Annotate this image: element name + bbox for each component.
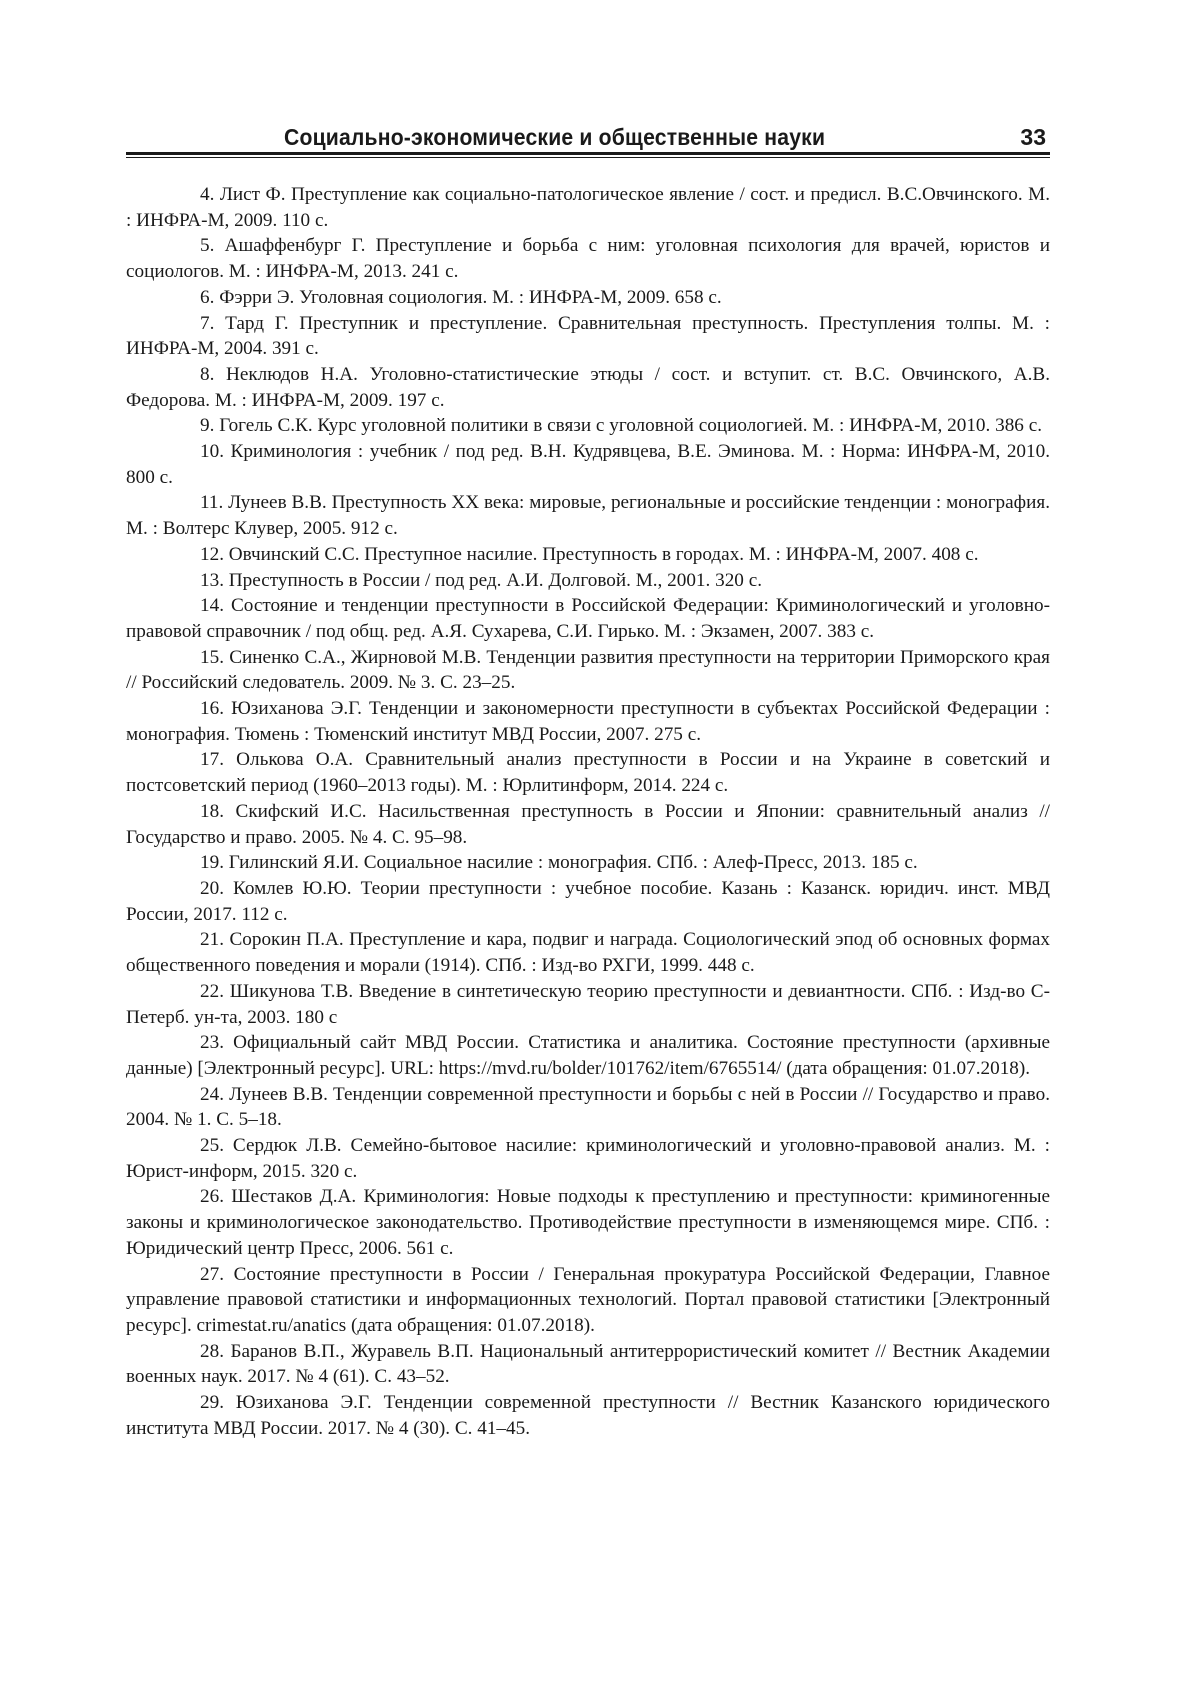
reference-item: 17. Олькова О.А. Сравнительный анализ преступности в России и на Украине в советский и постсоветский период (1960–2013 годы). М. : Юрлитинформ, 2014. 224 с. — [126, 749, 1050, 797]
reference-item: 5. Ашаффенбург Г. Преступление и борьба с ним: уголовная психология для врачей, юристов и социологов. М. : ИНФРА-М, 2013. 241 с. — [126, 235, 1050, 283]
journal-section-title: Социально-экономические и общественные науки — [284, 124, 826, 150]
reference-item: 15. Синенко С.А., Жирновой М.В. Тенденции развития преступности на территории Приморского края // Российский следователь. 2009. № 3. С. 23–25. — [126, 646, 1050, 694]
reference-item: 4. Лист Ф. Преступление как социально-патологическое явление / сост. и предисл. В.С.Овчинского. М. : ИНФРА-М, 2009. 110 с. — [126, 184, 1050, 231]
reference-item: 11. Лунеев В.В. Преступность XX века: мировые, региональные и российские тенденции : монография. М. : Волтерс Клувер, 2005. 912 с. — [126, 492, 1050, 540]
reference-item: 10. Криминология : учебник / под ред. В.Н. Кудрявцева, В.Е. Эминова. М. : Норма: ИНФРА-М, 2010. 800 с. — [126, 441, 1050, 488]
reference-item: 14. Состояние и тенденции преступности в Российской Федерации: Криминологический и уголовно-правовой справочник / под общ. ред. А.Я. Сухарева, С.И. Гирько. М. : Экзамен, 2007. 383 с. — [126, 595, 1050, 642]
reference-item: 7. Тард Г. Преступник и преступление. Сравнительная преступность. Преступления толпы. М. : ИНФРА-М, 2004. 391 с. — [126, 312, 1050, 360]
reference-item: 25. Сердюк Л.В. Семейно-бытовое насилие: криминологический и уголовно-правовой анализ. М. : Юрист-информ, 2015. 320 с. — [126, 1135, 1050, 1182]
reference-item: 28. Баранов В.П., Журавель В.П. Национальный антитеррористический комитет // Вестник Академии военных наук. 2017. № 4 (61). С. 43–52. — [126, 1340, 1050, 1388]
reference-item: 26. Шестаков Д.А. Криминология: Новые подходы к преступлению и преступности: криминогенные законы и криминологическое законодательство. Противодействие преступности в изменяющемся мире. СПб. : Юридический центр Пресс, 2006. 561 с. — [126, 1186, 1050, 1259]
header-rule-thick — [126, 152, 1050, 155]
reference-item: 12. Овчинский С.С. Преступное насилие. Преступность в городах. М. : ИНФРА-М, 2007. 408 с. — [200, 543, 979, 565]
reference-item: 21. Сорокин П.А. Преступление и кара, подвиг и награда. Социологический эпод об основных формах общественного поведения и морали (1914). СПб. : Изд-во РХГИ, 1999. 448 с. — [126, 929, 1050, 977]
header-rule-thin — [126, 157, 1050, 158]
reference-item: 27. Состояние преступности в России / Генеральная прокуратура Российской Федерации, Главное управление правовой статистики и информационных технологий. Портал правовой статистики [Электронный ресурс]. crimestat.ru/anatics (дата обращения: 01.07.2018). — [126, 1263, 1050, 1336]
page-number: 33 — [1020, 124, 1046, 150]
reference-item: 22. Шикунова Т.В. Введение в синтетическую теорию преступности и девиантности. СПб. : Изд-во С-Петерб. ун-та, 2003. 180 с — [126, 980, 1050, 1028]
reference-item: 24. Лунеев В.В. Тенденции современной преступности и борьбы с ней в России // Государство и право. 2004. № 1. С. 5–18. — [126, 1083, 1050, 1131]
running-header — [126, 118, 1050, 158]
reference-item: 9. Гогель С.К. Курс уголовной политики в связи с уголовной социологией. М. : ИНФРА-М, 2010. 386 с. — [200, 415, 1043, 437]
reference-list — [126, 182, 1050, 1441]
reference-item: 19. Гилинский Я.И. Социальное насилие : монография. СПб. : Алеф-Пресс, 2013. 185 с. — [200, 852, 918, 874]
reference-item: 16. Юзиханова Э.Г. Тенденции и закономерности преступности в субъектах Российской Федерации : монография. Тюмень : Тюменский институт МВД России, 2007. 275 с. — [126, 698, 1050, 745]
reference-item: 18. Скифский И.С. Насильственная преступность в России и Японии: сравнительный анализ // Государство и право. 2005. № 4. С. 95–98. — [126, 800, 1050, 848]
reference-item: 6. Фэрри Э. Уголовная социология. М. : ИНФРА-М, 2009. 658 с. — [200, 286, 722, 308]
reference-item: 20. Комлев Ю.Ю. Теории преступности : учебное пособие. Казань : Казанск. юридич. инст. МВД России, 2017. 112 с. — [126, 877, 1050, 925]
reference-item: 8. Неклюдов Н.А. Уголовно-статистические этюды / сост. и вступит. ст. В.С. Овчинского, А.В. Федорова. М. : ИНФРА-М, 2009. 197 с. — [126, 363, 1050, 411]
reference-item: 13. Преступность в России / под ред. А.И. Долговой. М., 2001. 320 с. — [200, 569, 763, 591]
reference-item: 23. Официальный сайт МВД России. Статистика и аналитика. Состояние преступности (архивные данные) [Электронный ресурс]. URL: https://mvd.ru/bolder/101762/item/6765514/ (дата обращения: 01.07.2018). — [126, 1032, 1050, 1079]
reference-item: 29. Юзиханова Э.Г. Тенденции современной преступности // Вестник Казанского юридического института МВД России. 2017. № 4 (30). С. 41–45. — [126, 1392, 1050, 1439]
